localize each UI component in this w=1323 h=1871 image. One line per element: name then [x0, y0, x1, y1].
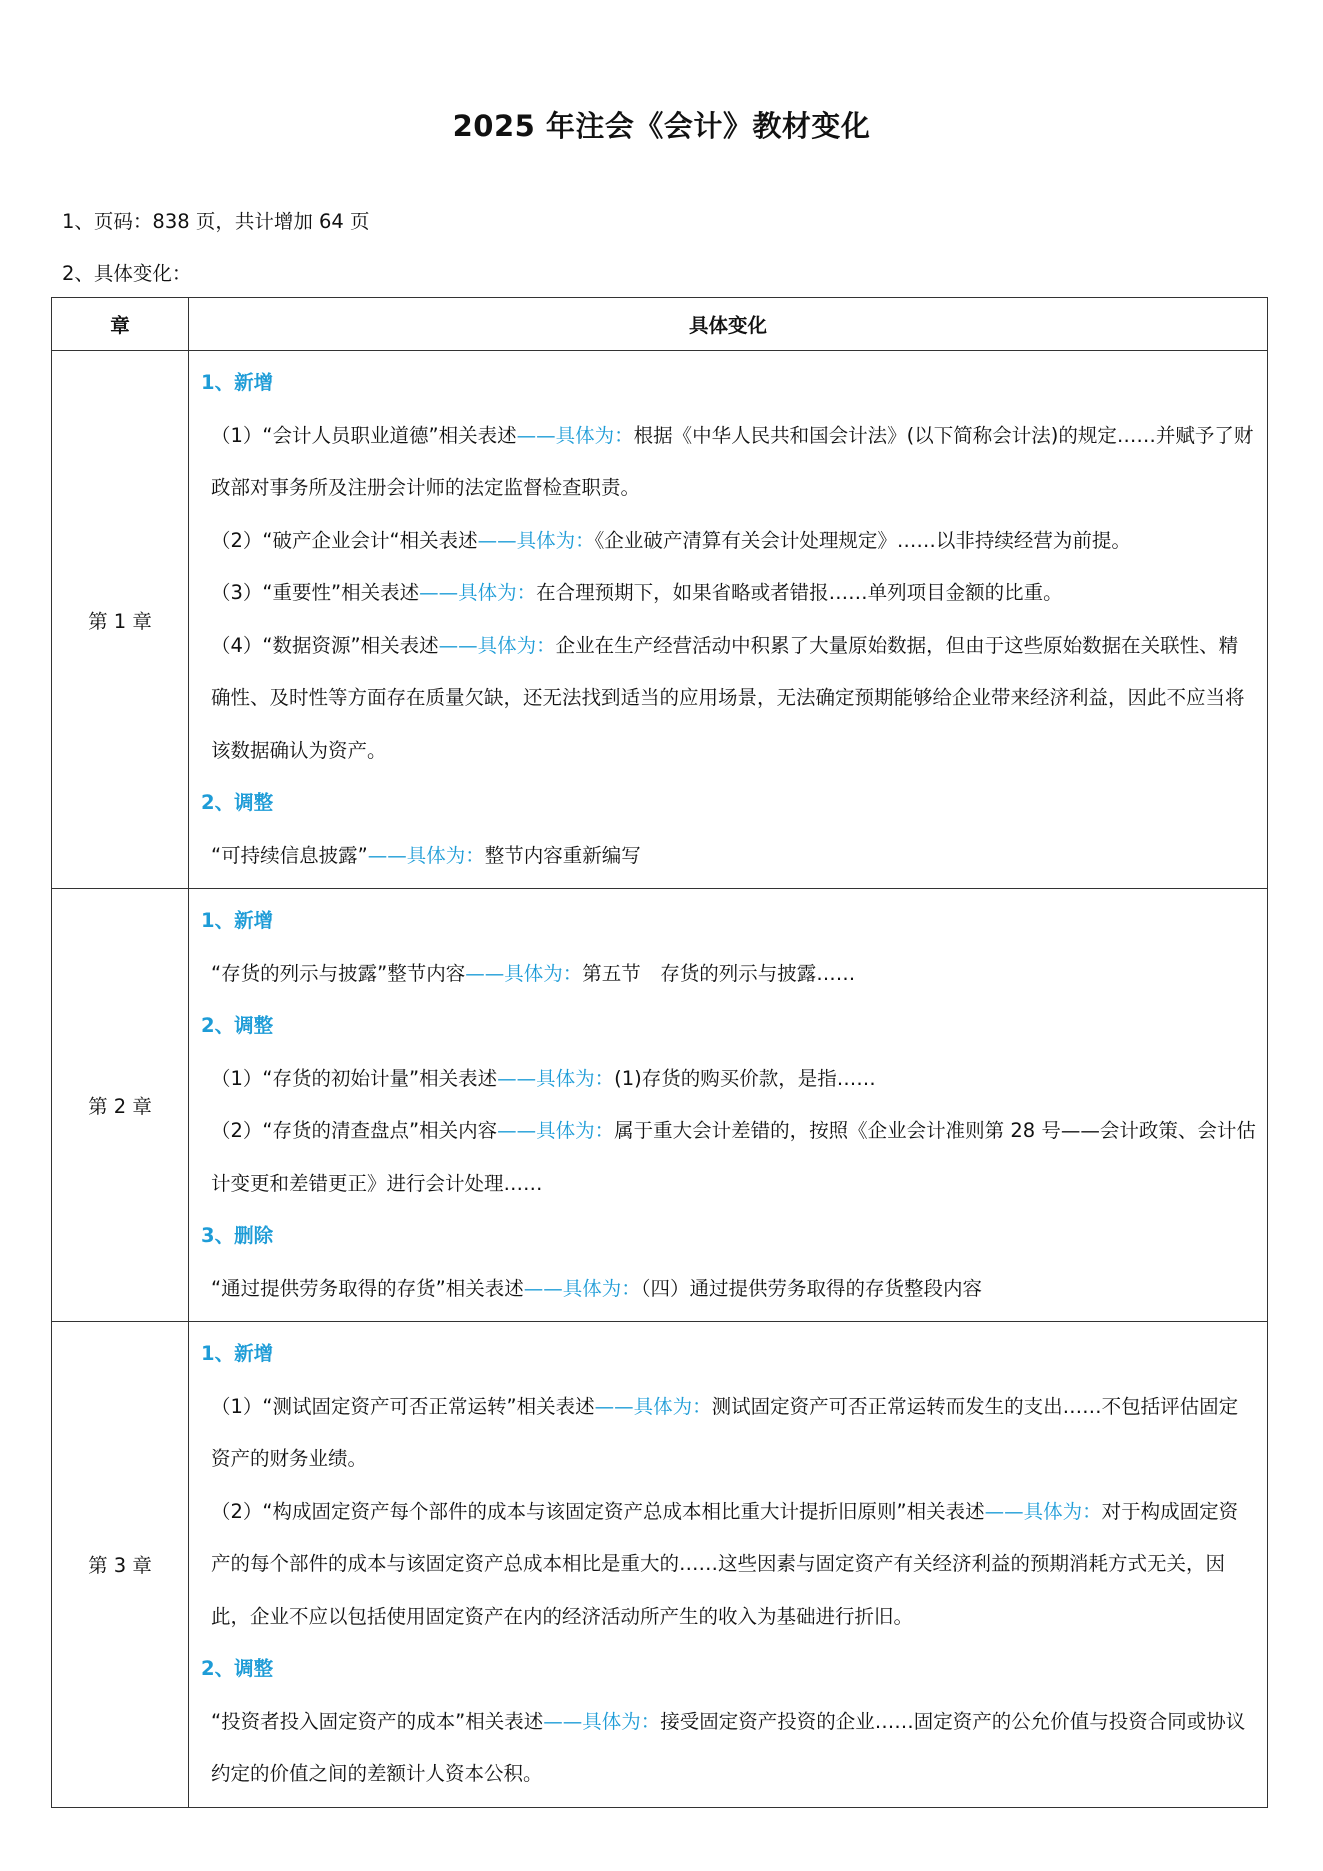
table-row: [52, 351, 1268, 889]
change-item: [201, 1486, 1257, 1644]
section-heading: 1、新增: [201, 371, 274, 394]
header-chapter: 章: [52, 298, 189, 351]
section-heading: 2、调整: [201, 791, 274, 814]
chapter-cell: 第 2 章: [52, 889, 189, 1322]
table-row: [52, 889, 1268, 1322]
item-separator: ——具体为：: [438, 633, 556, 657]
change-item: [201, 567, 1257, 620]
header-changes: 具体变化: [189, 298, 1268, 351]
changes-table: [51, 297, 1268, 1808]
item-label: （2）“构成固定资产每个部件的成本与该固定资产总成本相比重大计提折旧原则”相关表述: [211, 1499, 985, 1523]
item-label: （4）“数据资源”相关表述: [211, 633, 439, 657]
chapter-cell: 第 1 章: [52, 351, 189, 889]
item-separator: ——具体为：: [594, 1394, 712, 1418]
item-separator: ——具体为：: [465, 961, 583, 985]
change-item: [201, 1381, 1257, 1486]
item-text: 测试固定资产可否正常运转而发生的支出……不包括评估固定资产的财务业绩。: [211, 1394, 1239, 1470]
item-label: （2）“破产企业会计“相关表述: [211, 528, 478, 552]
change-item: [201, 620, 1257, 778]
item-separator: ——具体为：: [497, 1066, 615, 1090]
item-separator: ——具体为：: [497, 1119, 615, 1142]
change-item: [201, 948, 1257, 1001]
item-text: (1)存货的购买价款，是指……: [614, 1066, 876, 1090]
chapter-cell: 第 3 章: [52, 1322, 189, 1808]
page-title: 2025 年注会《会计》教材变化: [452, 109, 871, 143]
item-label: （1）“测试固定资产可否正常运转”相关表述: [211, 1394, 595, 1418]
item-label: （3）“重要性”相关表述: [211, 581, 420, 604]
item-text: 根据《中华人民共和国会计法》(以下简称会计法)的规定……并赋予了财政部对事务所及注册会计师的法定监督检查职责。: [211, 423, 1254, 499]
item-separator: ——具体为：: [516, 423, 634, 447]
table-row: [52, 1322, 1268, 1808]
section-heading: 1、新增: [201, 909, 274, 932]
change-item: [201, 515, 1257, 568]
item-label: “存货的列示与披露”整节内容: [211, 961, 466, 985]
section-heading: 1、新增: [201, 1342, 274, 1365]
item-text: 属于重大会计差错的，按照《企业会计准则第 28 号——会计政策、会计估计变更和差错更正》进行会计处理……: [211, 1119, 1256, 1195]
item-label: “通过提供劳务取得的存货”相关表述: [211, 1276, 524, 1300]
changes-cell: [189, 1322, 1268, 1808]
change-item: [201, 1696, 1257, 1801]
item-label: （2）“存货的清查盘点”相关内容: [211, 1119, 498, 1142]
page-count-line: 1、页码：838 页，共计增加 64 页: [62, 210, 370, 233]
item-text: 整节内容重新编写: [484, 843, 641, 867]
section-heading: 2、调整: [201, 1014, 274, 1037]
item-text: 《企业破产清算有关会计处理规定》……以非持续经营为前提。: [594, 528, 1131, 552]
item-label: “可持续信息披露”: [211, 843, 368, 867]
item-label: （1）“会计人员职业道德”相关表述: [211, 423, 517, 447]
item-text: 对于构成固定资产的每个部件的成本与该固定资产总成本相比是重大的……这些因素与固定资产有关经济利益的预期消耗方式无关，因此，企业不应以包括使用固定资产在内的经济活动所产生的收入为基础进行折旧。: [211, 1499, 1239, 1628]
item-separator: ——具体为：: [523, 1276, 641, 1300]
change-item: [201, 830, 1257, 883]
item-separator: ——具体为：: [543, 1709, 661, 1733]
changes-cell: [189, 889, 1268, 1322]
changes-intro-line: 2、具体变化：: [62, 262, 192, 285]
item-text: 第五节 存货的列示与披露……: [582, 961, 856, 985]
change-item: [201, 1105, 1257, 1210]
item-text: 在合理预期下，如果省略或者错报……单列项目金额的比重。: [536, 581, 1063, 604]
section-heading: 3、删除: [201, 1224, 274, 1247]
item-label: “投资者投入固定资产的成本”相关表述: [211, 1709, 544, 1733]
item-separator: ——具体为：: [367, 843, 485, 867]
item-separator: ——具体为：: [984, 1499, 1102, 1523]
item-separator: ——具体为：: [419, 581, 537, 604]
table-header-row: [52, 298, 1268, 351]
item-text: 接受固定资产投资的企业……固定资产的公允价值与投资合同或协议约定的价值之间的差额计人资本公积。: [211, 1709, 1246, 1785]
changes-cell: [189, 351, 1268, 889]
item-text: 企业在生产经营活动中积累了大量原始数据，但由于这些原始数据在关联性、精确性、及时性等方面存在质量欠缺，还无法找到适当的应用场景，无法确定预期能够给企业带来经济利益，因此不应当将该数据确认为资产。: [211, 633, 1245, 762]
section-heading: 2、调整: [201, 1657, 274, 1680]
change-item: [201, 410, 1257, 515]
change-item: [201, 1263, 1257, 1316]
item-text: （四）通过提供劳务取得的存货整段内容: [640, 1276, 982, 1300]
item-label: （1）“存货的初始计量”相关表述: [211, 1066, 498, 1090]
change-item: [201, 1053, 1257, 1106]
item-separator: ——具体为：: [477, 528, 595, 552]
